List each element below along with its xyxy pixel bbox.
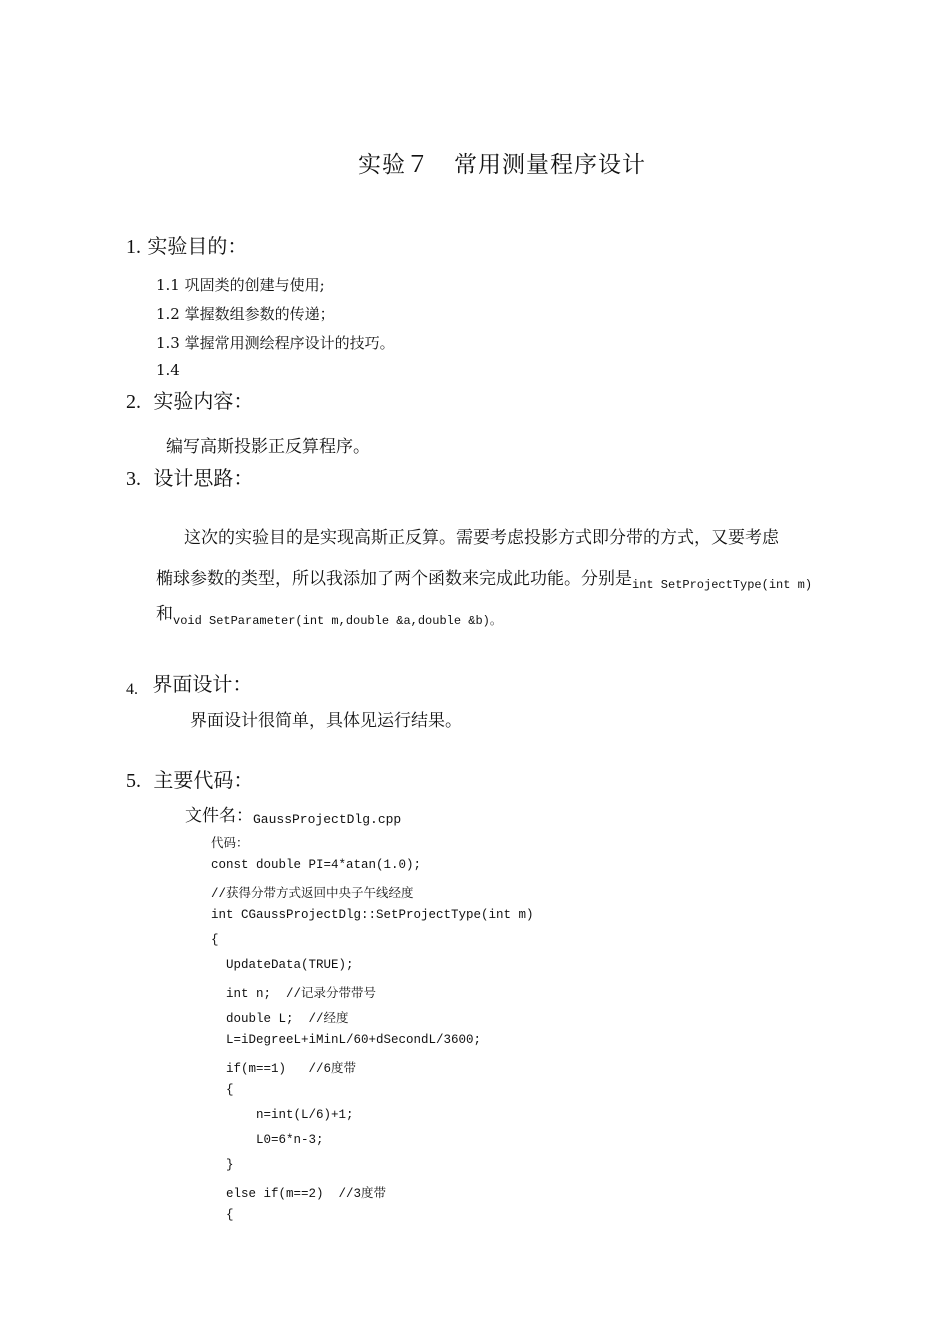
design-paragraph-line-3 (156, 599, 502, 628)
section-2-number: 2. (126, 391, 141, 413)
section-1-number: 1. (126, 236, 141, 258)
design-text: 椭球参数的类型，所以我添加了两个函数来完成此功能。分别是 (156, 569, 632, 589)
content-text: 编写高斯投影正反算程序。 (166, 437, 370, 457)
section-3-number: 3. (126, 468, 141, 490)
code-line: } (211, 1158, 234, 1172)
code-line: L0=6*n-3; (211, 1133, 324, 1147)
page-title: 实验７ 常用测量程序设计 (358, 152, 646, 178)
design-text: 和 (156, 604, 173, 624)
section-5-heading (126, 764, 253, 793)
code-line: //获得分带方式返回中央子午线经度 (211, 887, 414, 901)
function-signature: void SetParameter(int m,double &a,double &b)。 (173, 614, 502, 628)
code-line: double L; //经度 (211, 1012, 349, 1026)
file-name: GaussProjectDlg.cpp (253, 812, 402, 827)
code-line: L=iDegreeL+iMinL/60+dSecondL/3600; (211, 1033, 482, 1047)
section-4-heading (126, 668, 252, 697)
code-line: int CGaussProjectDlg::SetProjectType(int m) (211, 908, 534, 922)
function-signature: int SetProjectType(int m) (632, 578, 813, 592)
design-paragraph-line-1: 这次的实验目的是实现高斯正反算。需要考虑投影方式即分带的方式，又要考虑 (184, 528, 779, 548)
section-3-title: 设计思路： (153, 466, 254, 490)
code-line: { (211, 1083, 234, 1097)
file-line (185, 801, 401, 826)
section-4-title: 界面设计： (152, 672, 253, 696)
section-4-number: 4. (126, 681, 138, 698)
code-line: else if(m==2) //3度带 (211, 1187, 387, 1201)
interface-text: 界面设计很简单，具体见运行结果。 (190, 711, 462, 731)
code-line: if(m==1) //6度带 (211, 1062, 357, 1076)
code-line: n=int(L/6)+1; (211, 1108, 354, 1122)
section-5-title: 主要代码： (153, 768, 254, 792)
objective-item: 1.4 (156, 361, 180, 379)
code-line: { (211, 933, 219, 947)
code-line: { (211, 1208, 234, 1222)
code-line: int n; //记录分带带号 (211, 987, 377, 1001)
objective-item: 1.3 掌握常用测绘程序设计的技巧。 (156, 334, 395, 352)
file-label: 文件名： (185, 806, 253, 826)
code-line: UpdateData(TRUE); (211, 958, 354, 972)
objective-item: 1.2 掌握数组参数的传递； (156, 305, 335, 323)
section-2-heading (126, 385, 253, 414)
section-5-number: 5. (126, 770, 141, 792)
section-1-title: 实验目的： (147, 234, 248, 258)
code-label: 代码： (211, 837, 249, 851)
section-1-heading (126, 230, 247, 259)
objective-item: 1.1 巩固类的创建与使用; (156, 276, 325, 294)
section-2-title: 实验内容： (153, 389, 254, 413)
section-3-heading (126, 462, 253, 491)
code-line: const double PI=4*atan(1.0); (211, 858, 422, 872)
design-paragraph-line-2 (156, 564, 813, 592)
